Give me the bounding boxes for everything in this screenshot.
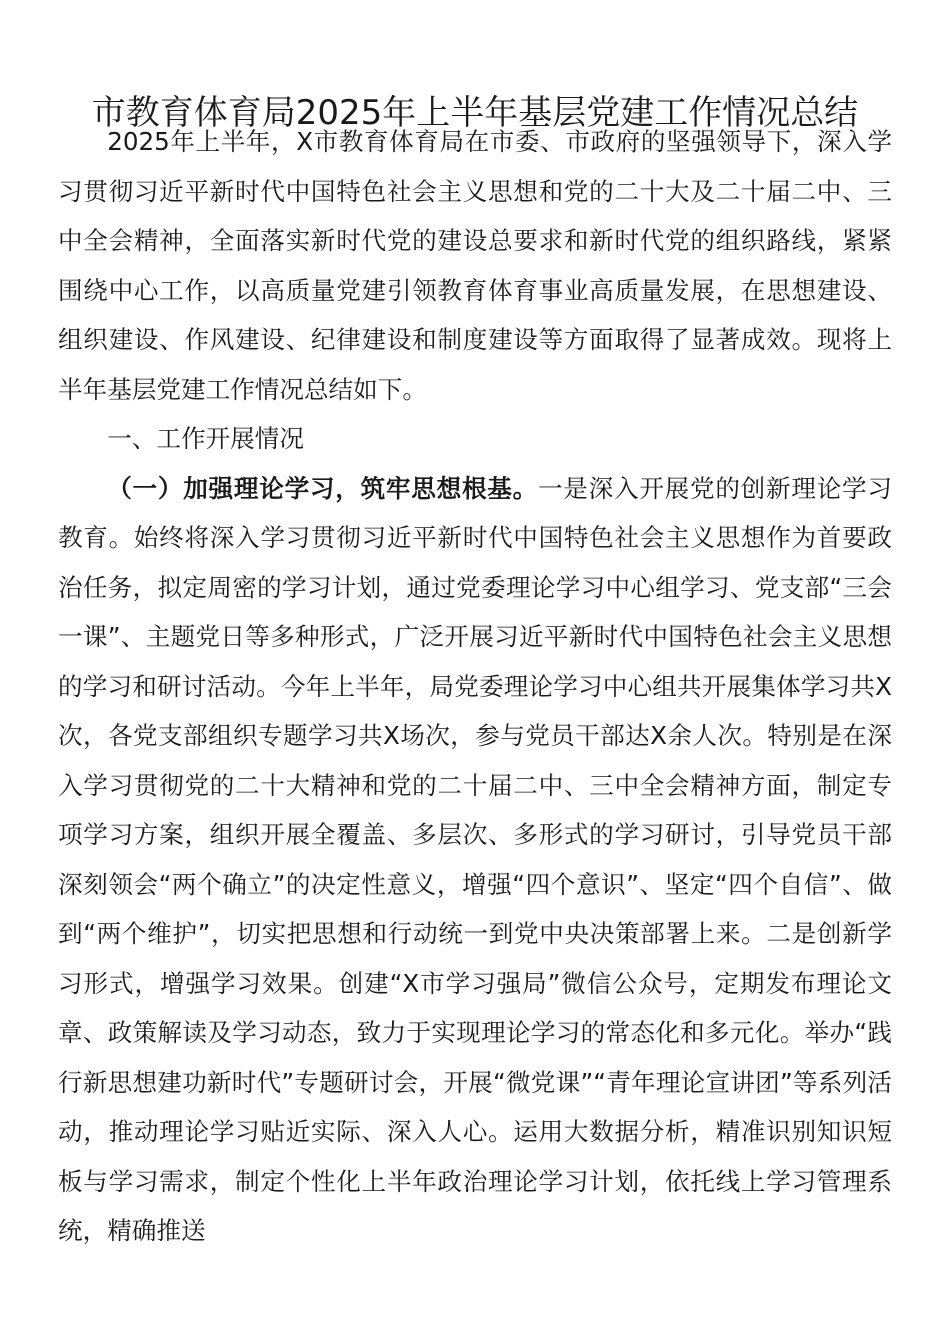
document-body [58,117,892,1256]
section-heading: 一、工作开展情况 [107,424,304,453]
subsection-lead: （一）加强理论学习，筑牢思想根基。 [107,473,538,503]
document-title: 市教育体育局2025年上半年基层党建工作情况总结 [91,92,859,133]
subsection-paragraph [58,464,892,1256]
intro-paragraph: 2025年上半年，X市教育体育局在市委、市政府的坚强领导下，深入学习贯彻习近平新时代中国特色社会主义思想和党的二十大及二十届二中、三中全会精神，全面落实新时代党的建设总要求和新时代党的组织路线，紧紧围绕中心工作，以高质量党建引领教育体育事业高质量发展，在思想建设、组织建设、作风建设、纪律建设和制度建设等方面取得了显著成效。现将上半年基层党建工作情况总结如下。 [58,127,892,404]
subsection-body: 一是深入开展党的创新理论学习教育。始终将深入学习贯彻习近平新时代中国特色社会主义思想作为首要政治任务，拟定周密的学习计划，通过党委理论学习中心组学习、党支部“三会一课”、主题党日等多种形式，广泛开展习近平新时代中国特色社会主义思想的学习和研讨活动。今年上半年，局党委理论学习中心组共开展集体学习共X次，各党支部组织专题学习共X场次，参与党员干部达X余人次。特别是在深入学习贯彻党的二十大精神和党的二十届二中、三中全会精神方面，制定专项学习方案，组织开展全覆盖、多层次、多形式的学习研讨，引导党员干部深刻领会“两个确立”的决定性意义，增强“四个意识”、坚定“四个自信”、做到“两个维护”，切实把思想和行动统一到党中央决策部署上来。二是创新学习形式，增强学习效果。创建“X市学习强局”微信公众号，定期发布理论文章、政策解读及学习动态，致力于实现理论学习的常态化和多元化。举办“践行新思想建功新时代”专题研讨会，开展“微党课”“青年理论宣讲团”等系列活动，推动理论学习贴近实际、深入人心。运用大数据分析，精准识别知识短板与学习需求，制定个性化上半年政治理论学习计划，依托线上学习管理系统，精确推送 [58,473,892,1245]
